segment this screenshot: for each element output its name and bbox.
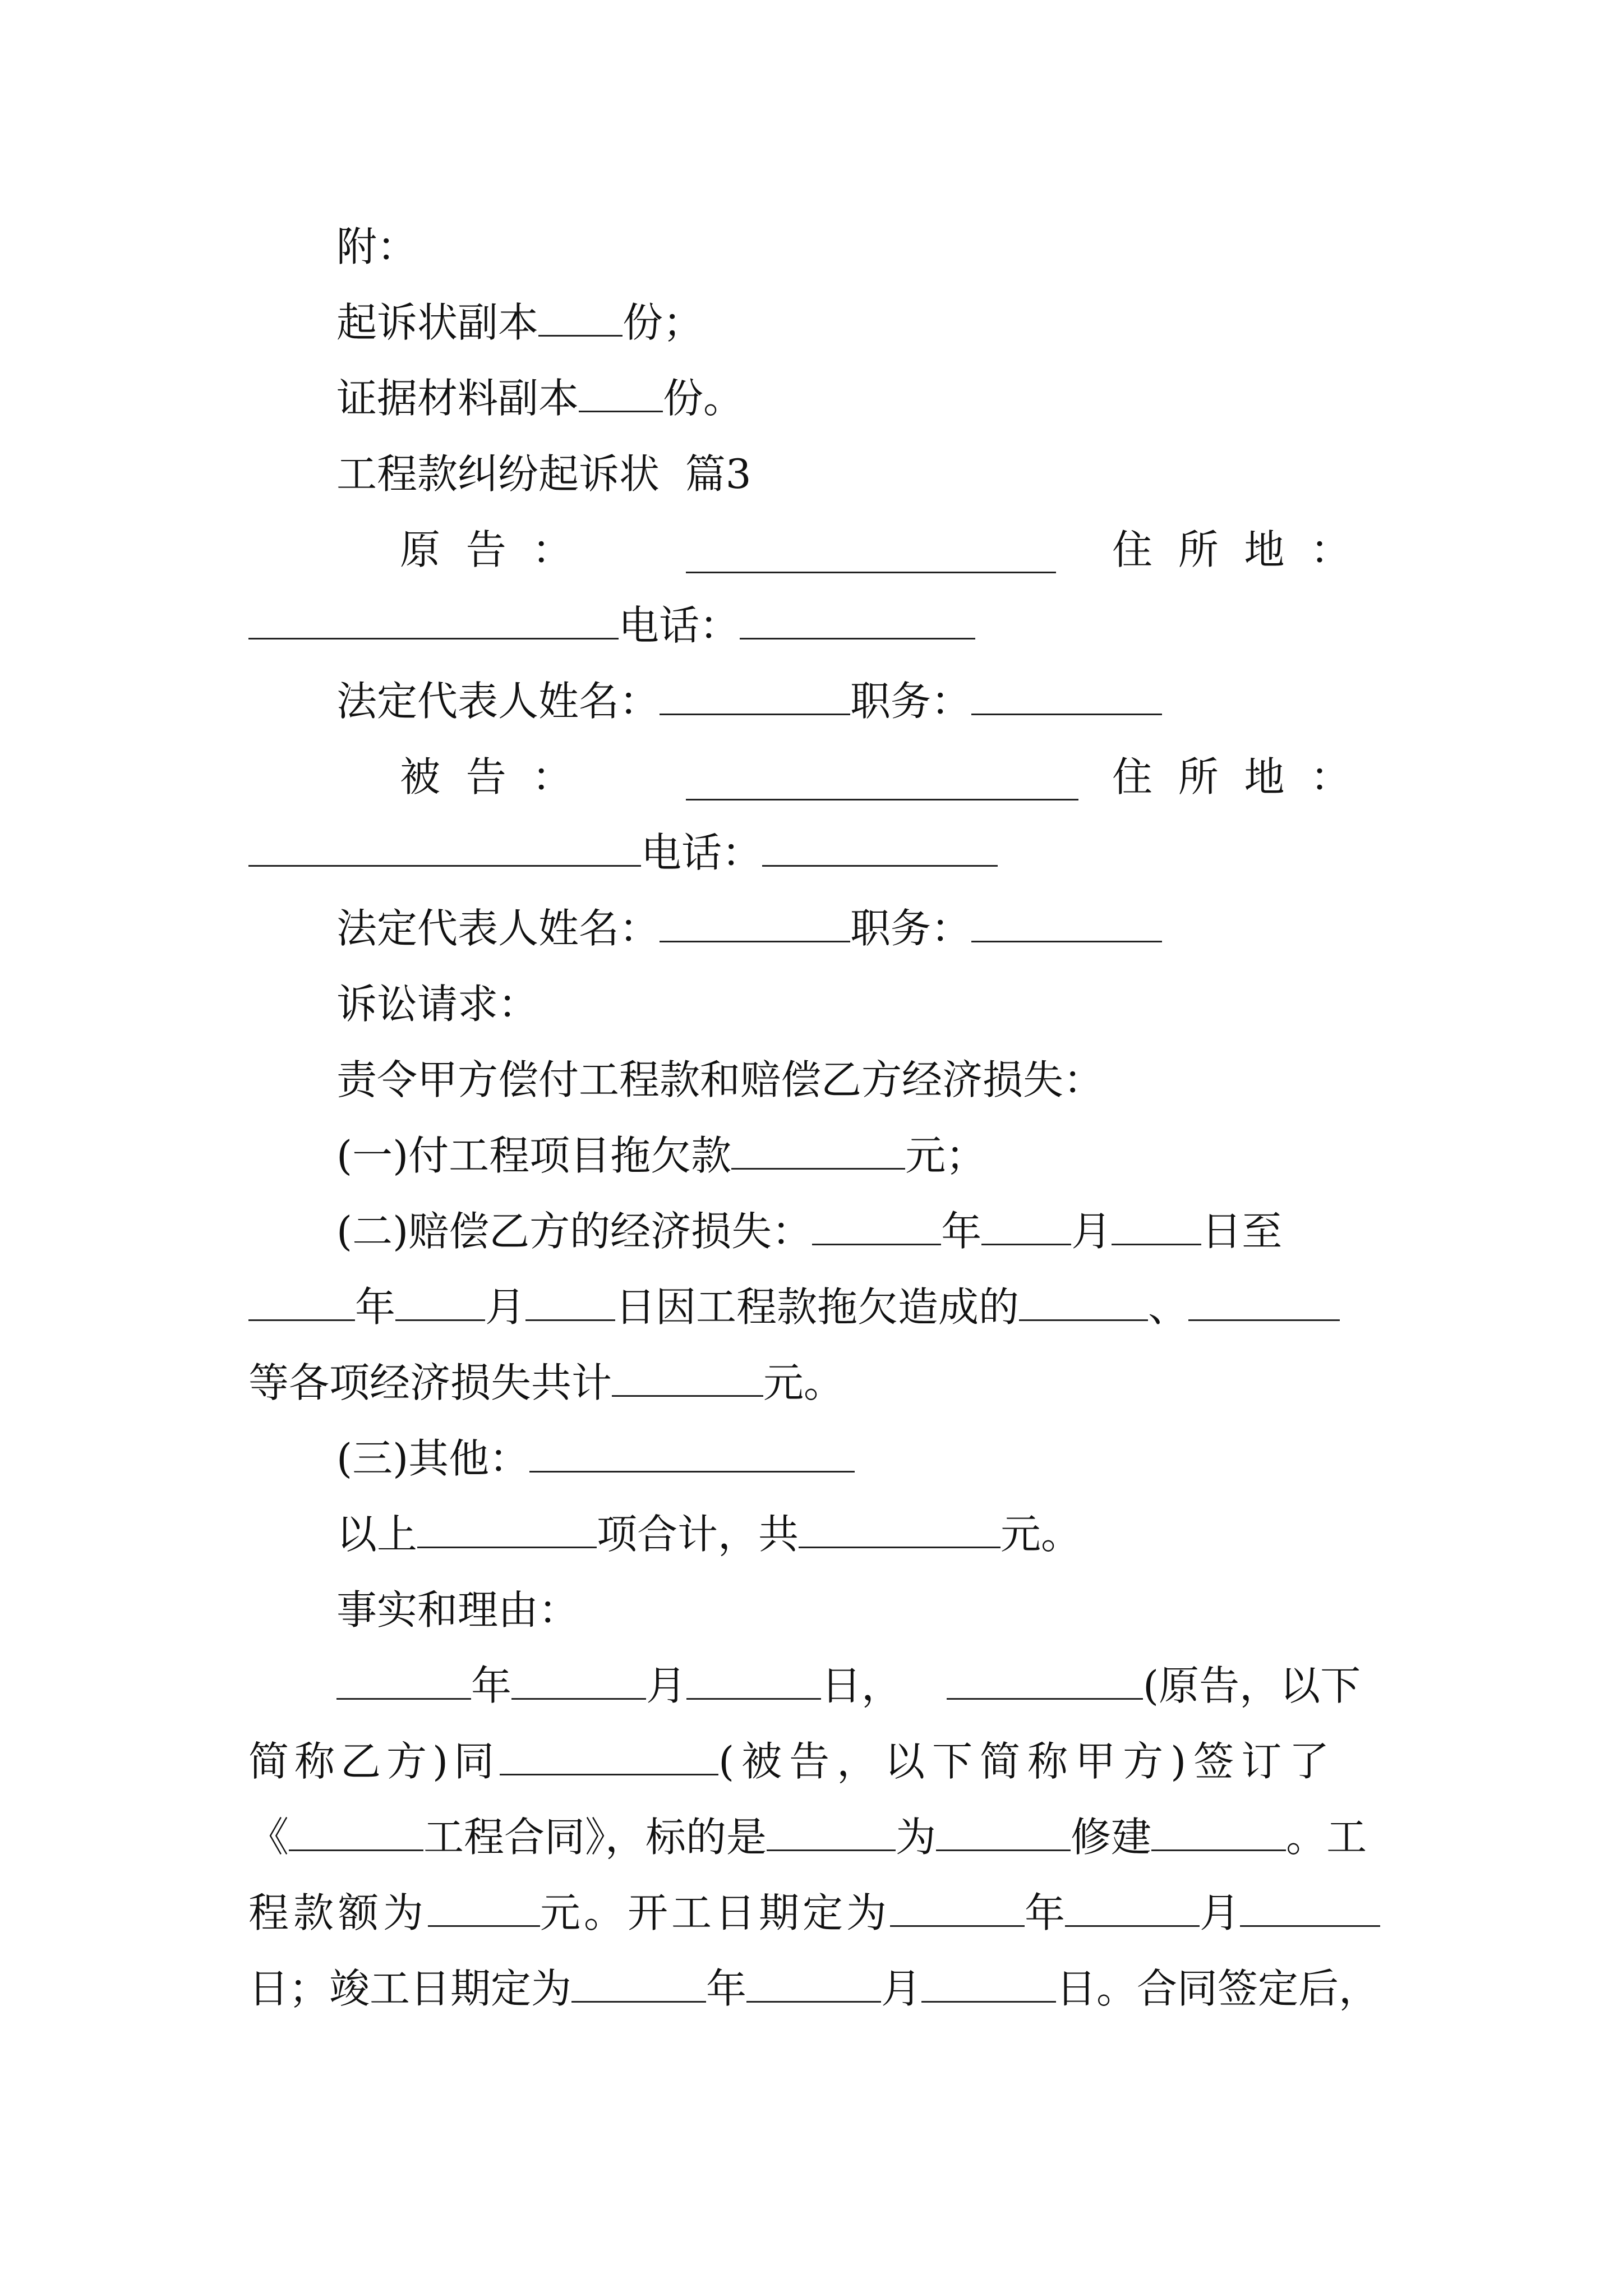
defendant-phone-line: 电话： xyxy=(248,822,1390,884)
facts-line-1: 年 月 日， (原告，以下 xyxy=(336,1655,1390,1717)
start-month-field[interactable] xyxy=(981,1203,1071,1245)
claim-item-2-cont: 年 月 日因工程款拖欠造成的 、 xyxy=(248,1276,1390,1338)
defendant-name-field[interactable] xyxy=(686,758,1078,800)
completion-year-field[interactable] xyxy=(571,1961,706,2003)
claims-heading: 诉讼请求： xyxy=(336,981,539,1028)
end-day-field[interactable] xyxy=(525,1279,615,1321)
blank-field[interactable] xyxy=(579,370,663,412)
start-work-day-field[interactable] xyxy=(1240,1885,1380,1927)
defendant-rep-title-field[interactable] xyxy=(971,900,1162,942)
completion-month-field[interactable] xyxy=(746,1961,881,2003)
contract-amount-field[interactable] xyxy=(428,1885,540,1927)
plaintiff-line: 原 告 ： 住 所 地 ： xyxy=(400,526,1351,573)
attachment-item-complaint-copies: 起诉状副本 份； xyxy=(336,292,1390,353)
contract-name-field[interactable] xyxy=(289,1809,423,1851)
claims-total-line: 以上 项合计，共 元。 xyxy=(336,1503,1390,1565)
plaintiff-rep-name-field[interactable] xyxy=(660,673,850,715)
start-day-field[interactable] xyxy=(1112,1203,1201,1245)
arrears-amount-field[interactable] xyxy=(731,1128,905,1170)
plaintiff-rep-title-field[interactable] xyxy=(971,673,1162,715)
loss-type-1-field[interactable] xyxy=(1019,1279,1148,1321)
other-claims-field[interactable] xyxy=(529,1430,855,1473)
attachment-heading: 附： xyxy=(336,223,418,270)
plaintiff-address-field[interactable] xyxy=(248,597,619,639)
contract-day-field[interactable] xyxy=(686,1658,821,1700)
plaintiff-ref-field[interactable] xyxy=(947,1658,1143,1700)
defendant-phone-field[interactable] xyxy=(762,825,998,867)
plaintiff-phone-field[interactable] xyxy=(740,597,975,639)
blank-field[interactable] xyxy=(538,295,623,337)
end-year-field[interactable] xyxy=(248,1279,355,1321)
section-title: 工程款纠纷起诉状 篇3 xyxy=(336,450,751,498)
start-year-field[interactable] xyxy=(812,1203,941,1245)
claim-item-2: (二)赔偿乙方的经济损失： 年 月 日至 xyxy=(336,1200,1390,1262)
item-count-field[interactable] xyxy=(417,1506,597,1548)
contract-month-field[interactable] xyxy=(511,1658,646,1700)
completion-day-field[interactable] xyxy=(921,1961,1056,2003)
claim-item-2-total: 等各项经济损失共计 元。 xyxy=(248,1352,1390,1414)
party-field[interactable] xyxy=(936,1809,1071,1851)
start-work-year-field[interactable] xyxy=(890,1885,1025,1927)
start-work-month-field[interactable] xyxy=(1065,1885,1200,1927)
defendant-line: 被 告 ： 住 所 地 ： xyxy=(400,753,1351,800)
claims-intro: 责令甲方偿付工程款和赔偿乙方经济损失： xyxy=(336,1056,1104,1103)
end-month-field[interactable] xyxy=(395,1279,485,1321)
plaintiff-rep-line: 法定代表人姓名： 职务： xyxy=(336,670,1390,732)
project-field[interactable] xyxy=(1151,1809,1286,1851)
loss-total-field[interactable] xyxy=(612,1355,763,1397)
facts-line-4: 程款额为 元。开工日期定为 年 月 xyxy=(248,1882,1390,1944)
facts-line-3: 《 工程合同》，标的是 为 修建 。工 xyxy=(248,1806,1390,1868)
attachment-item-evidence-copies: 证据材料副本 份。 xyxy=(336,367,1390,429)
defendant-ref-field[interactable] xyxy=(500,1733,718,1775)
claim-item-3: (三)其他： xyxy=(336,1428,1390,1489)
total-amount-field[interactable] xyxy=(799,1506,1000,1548)
subject-field[interactable] xyxy=(767,1809,896,1851)
defendant-rep-line: 法定代表人姓名： 职务： xyxy=(336,898,1390,959)
loss-type-2-field[interactable] xyxy=(1188,1279,1340,1321)
contract-year-field[interactable] xyxy=(336,1658,471,1700)
defendant-rep-name-field[interactable] xyxy=(660,900,850,942)
facts-line-5: 日；竣工日期定为 年 月 日。合同签定后， xyxy=(248,1958,1390,2019)
facts-heading: 事实和理由： xyxy=(336,1586,579,1634)
defendant-address-field[interactable] xyxy=(248,825,641,867)
facts-line-2: 简称乙方)同 (被告，以下简称甲方)签订了 xyxy=(248,1731,1390,1792)
plaintiff-phone-line: 电话： xyxy=(248,595,1390,656)
plaintiff-name-field[interactable] xyxy=(686,531,1056,573)
claim-item-1: (一)付工程项目拖欠款 元； xyxy=(336,1125,1390,1186)
